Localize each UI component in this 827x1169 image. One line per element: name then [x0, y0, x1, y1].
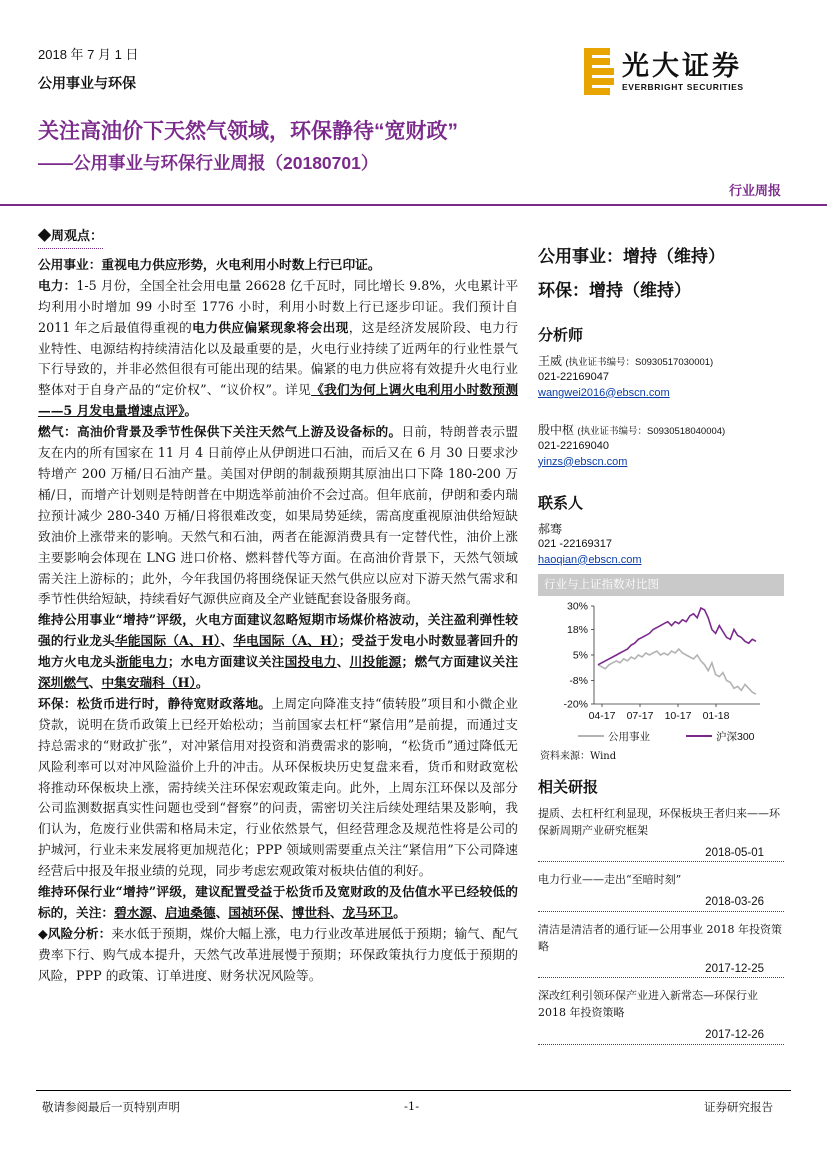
chart-x-tick-label: 04-17 [588, 710, 616, 722]
chart-y-tick-label: -20% [563, 698, 588, 711]
rating-utilities: 公用事业：增持（维持） [538, 247, 725, 266]
contact-heading: 联系人 [538, 495, 584, 512]
chart-x-tick-label: 01-18 [702, 710, 730, 722]
related-report-title: 提质、去杠杆红利显现，环保板块王者归来——环保新周期产业研究框架 [538, 807, 780, 837]
related-report[interactable] [538, 922, 784, 978]
chart-legend-label: 公用事业 [608, 731, 650, 743]
related-report[interactable] [538, 806, 784, 862]
utilities-heading: 公用事业：重视电力供应形势，火电利用小时数上行已印证。 [38, 256, 381, 272]
contact-name: 郝骞 [538, 522, 563, 536]
related-report-date: 2018-03-26 [705, 896, 764, 909]
power-paragraph: 电力：1-5 月份，全国全社会用电量 26628 亿千瓦时，同比增长 9.8%，火电累计平均利用小时增加 99 小时至 1776 小时，利用小时数上行已逐步印证。我们预计自 2011 年之后最值得重视的电力供应偏紧现象将会出现，这是经济发展阶段、电力行业特性、电源结构持续清洁化以及最重要的是，火电行业持续了近两年的行业性景气下行导致的，并非必然但很有可能出现的结果。偏紧的电力供应将有效提升火电行业整体对于自身产品的“定价权”、“议价权”。详见《我们为何上调火电利用小时数预测——5 月发电量增速点评》。 [38, 277, 519, 419]
report-type-label: 行业周报 [728, 183, 781, 198]
sector-name: 公用事业与环保 [38, 75, 136, 91]
related-report-date: 2017-12-25 [705, 962, 764, 975]
footer-label: 证券研究报告 [704, 1100, 773, 1114]
analyst-card [538, 423, 783, 470]
utilities-rating-paragraph: 维持公用事业“增持”评级，火电方面建议忽略短期市场煤价格波动，关注盈利弹性较强的行业龙头华能国际（A、H）、华电国际（A、H）；受益于发电小时数显著回升的地方火电龙头浙能电力；水电方面建议关注国投电力、川投能源；燃气方面建议关注深圳燃气、中集安瑞科（H）。 [38, 612, 519, 691]
chart-y-tick-label: 5% [572, 649, 588, 662]
footer-divider [36, 1090, 791, 1091]
chart-y-tick-label: 18% [566, 624, 588, 637]
report-date: 2018 年 7 月 1 日 [38, 47, 139, 62]
report-link[interactable]: 《我们为何上调火电利用小时数预测——5 月发电量增速点评》 [38, 382, 519, 419]
related-report-title: 深改红利引领环保产业进入新常态—环保行业 2018 年投资策略 [538, 989, 758, 1020]
header-divider [0, 204, 827, 206]
chart-y-tick-label: 30% [566, 600, 588, 613]
analyst-email-link[interactable]: yinzs@ebscn.com [538, 455, 628, 468]
sidebar [538, 240, 783, 568]
related-report[interactable] [538, 988, 784, 1044]
chart-plot [538, 596, 784, 746]
company-logo-icon [582, 46, 618, 96]
report-subtitle: ——公用事业与环保行业周报（20180701） [38, 153, 379, 173]
chart-y-tick-label: -8% [569, 674, 588, 687]
related-research-list [538, 806, 784, 1055]
environment-paragraph: 环保：松货币进行时，静待宽财政落地。上周定向降准支持“债转股”项目和小微企业贷款，说明在货币政策上已经开始松动；当前国家去杠杆“紧信用”是前提，而通过支持总需求的“财政扩张”，对冲紧信用对投资和消费需求的影响，“松货币”通过降低无风险利率可以对冲风险溢价上升的冲击。从环保板块历史复盘来看，货币和财政宽松将推动环保板块上涨，需持续关注环保宏观政策走向。此外，上周东江环保以及部分公司监测数据真实性问题也受到“督察”的问责，需密切关注后续处理结果及影响，我们认为，危废行业供需和格局未定，行业依然景气，但经营理念及规范性将是公司的护城河，行业未来发展将更加规范化；PPP 领域则需要重点关注“紧信用”下公司降速经营后中报及年报业绩的兑现，同步考虑宏观政策对板块估值的利好。 [38, 695, 518, 879]
comparison-chart [538, 574, 784, 765]
related-report[interactable] [538, 872, 784, 912]
related-report-title: 清洁是清洁者的通行证—公用事业 2018 年投资策略 [538, 922, 782, 953]
contact-email-link[interactable]: haoqian@ebscn.com [538, 553, 642, 566]
logo-text-cn: 光大证券 [622, 51, 742, 82]
analyst-cert: (执业证书编号：S0930517030001) [565, 357, 714, 368]
logo-text-en: EVERBRIGHT SECURITIES [622, 82, 744, 92]
chart-series-line-1 [598, 649, 756, 694]
rating-environment: 环保：增持（维持） [538, 281, 691, 300]
related-report-title: 电力行业——走出“至暗时刻” [538, 873, 682, 887]
footer-disclaimer: 敬请参阅最后一页特别声明 [42, 1100, 180, 1114]
related-research-heading: 相关研报 [538, 779, 599, 796]
contact-card [538, 522, 783, 568]
report-title: 关注高油价下天然气领域，环保静待“宽财政” [38, 120, 458, 143]
related-report-date: 2017-12-26 [705, 1028, 764, 1041]
risk-paragraph: ◆风险分析：来水低于预期，煤价大幅上涨，电力行业改革进展低于预期；输气、配气费率下行、购气成本提升，天然气改革进展慢于预期；环保政策执行力度低于预期的风险，PPP 的政策、订单进度、财务状况风险等。 [38, 925, 518, 983]
analyst-name: 殷中枢 [538, 423, 575, 437]
analyst-heading: 分析师 [538, 327, 584, 344]
page-number: -1- [404, 1099, 420, 1113]
chart-legend-label: 沪深300 [716, 731, 755, 743]
analyst-cert: (执业证书编号：S0930518040004) [577, 426, 726, 437]
analyst-name: 王威 [538, 354, 563, 368]
gas-paragraph: 燃气：高油价背景及季节性保供下关注天然气上游及设备标的。日前，特朗普表示盟友在内的所有国家在 11 月 4 日前停止从伊朗进口石油，而后又在 6 月 30 日要求沙特增产 200 万桶/日石油产量。美国对伊朗的制裁预期其原油出口下降 180-200 万桶/日，而增产计划则是特朗普在中期选举前油价不会过高。但年底前，伊朗和委内瑞拉预计减少 280-340 万桶/日将很难改变，如果局势延续，需高度重视原油供给短缺致油价上涨带来的影响。天然气和石油，两者在能源消费具有一定替代性，油价上涨主要影响会体现在 LNG 进口价格、燃料替代等方面。在高油价背景下，天然气领域需关注上游标的；此外，今年我国仍将围绕保证天然气供应以应对下游天然气需求和季节性供给短缺，持续看好气源供应商及全产业链配套设备服务商。 [38, 424, 519, 607]
weekly-view-heading: ◆周观点： [38, 226, 103, 249]
chart-x-tick-label: 07-17 [626, 710, 654, 722]
chart-title: 行业与上证指数对比图 [538, 574, 784, 596]
analyst-phone: 021-22169040 [538, 440, 609, 452]
chart-source: 资料来源：Wind [540, 751, 617, 762]
analyst-phone: 021-22169047 [538, 371, 609, 383]
analyst-card [538, 354, 783, 401]
related-report-date: 2018-05-01 [705, 846, 764, 859]
main-body [38, 226, 518, 987]
environment-rating-paragraph: 维持环保行业“增持”评级，建议配置受益于松货币及宽财政的及估值水平已经较低的标的，关注：碧水源、启迪桑德、国祯环保、博世科、龙马环卫。 [38, 884, 518, 920]
contact-phone: 021 -22169317 [538, 538, 613, 550]
analyst-email-link[interactable]: wangwei2016@ebscn.com [538, 386, 670, 399]
chart-series-line-2 [598, 608, 756, 665]
chart-x-tick-label: 10-17 [664, 710, 692, 722]
